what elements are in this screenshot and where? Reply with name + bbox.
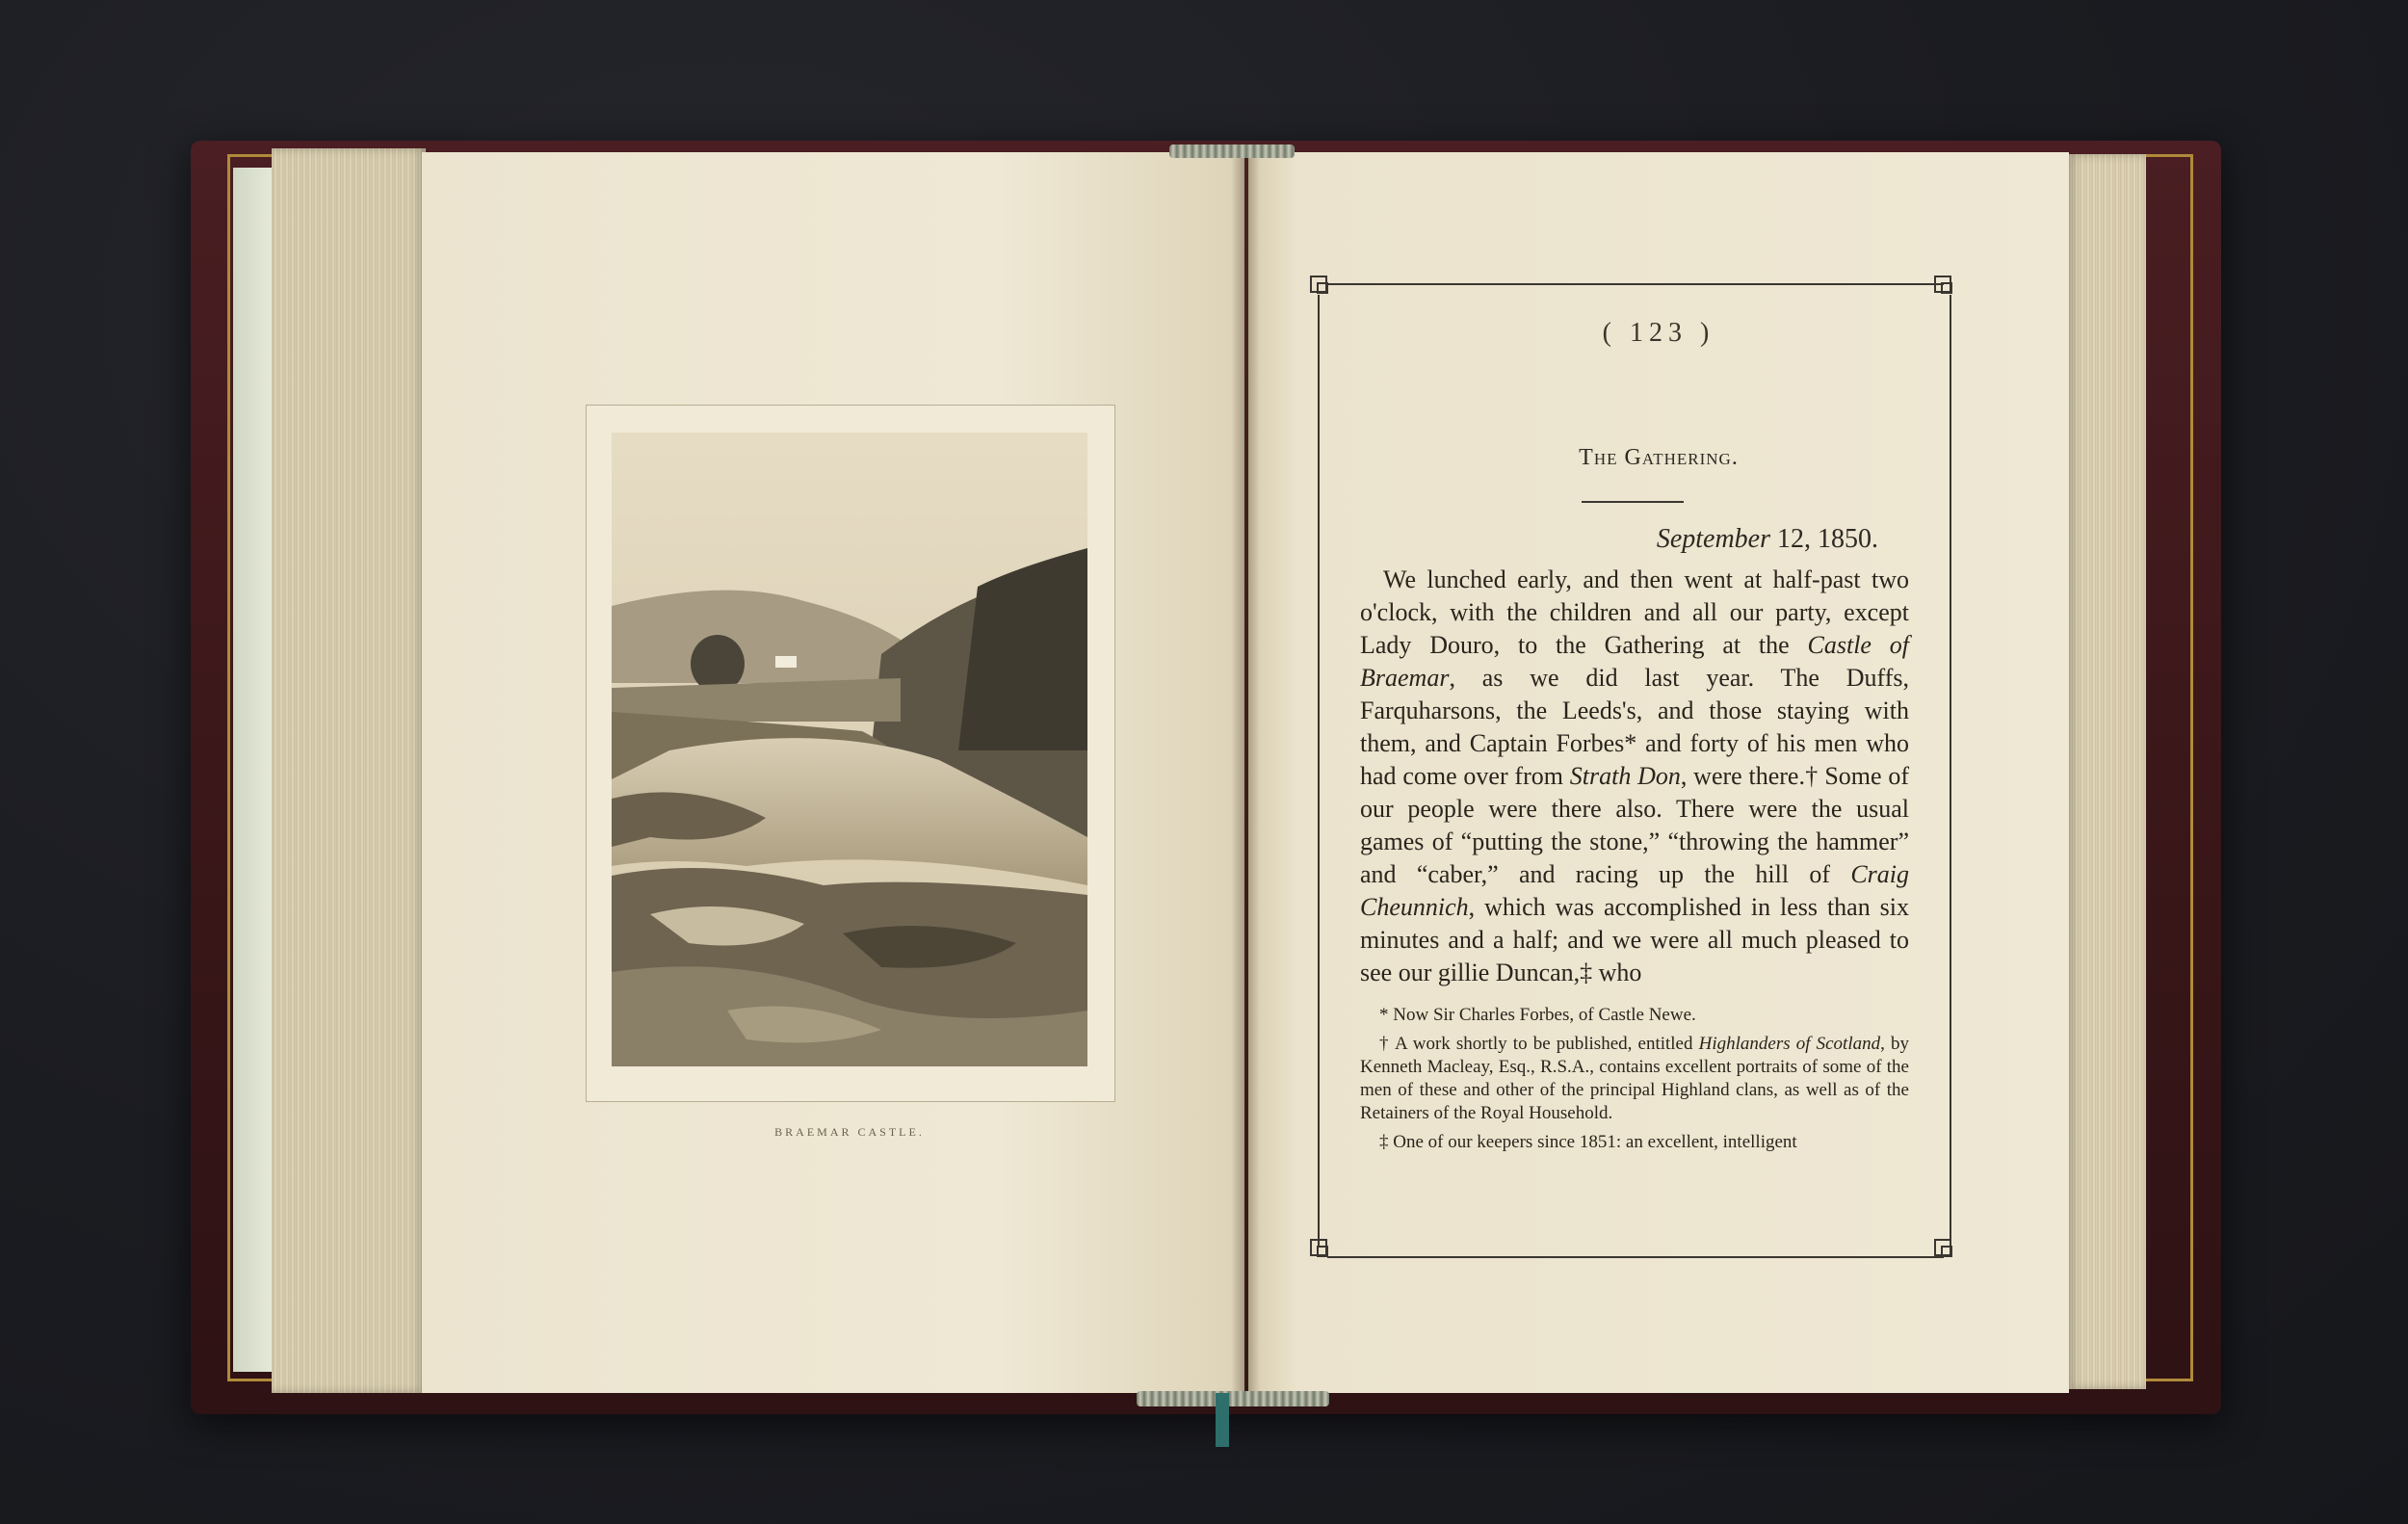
bookmark-ribbon <box>1216 1393 1229 1447</box>
photo-caption: BRAEMAR CASTLE. <box>774 1125 925 1139</box>
gilt-border-right <box>2142 154 2193 1381</box>
body-run: , as we did last year. The Duffs, Farquharsons, the Leeds's, and those staying with them, and Captain Forbes* and forty of his men who had come over from <box>1360 664 1909 790</box>
body-run: , were there.† Some of our people were there also. There were the usual games of “putting the stone,” “throwing the hammer” and “caber,” and racing up the hill of <box>1360 762 1909 888</box>
headband-top <box>1169 145 1295 158</box>
frame-bottom-line <box>1327 1256 1944 1258</box>
page-number: ( 123 ) <box>1602 318 1715 348</box>
frame-corner-top-left <box>1310 276 1327 293</box>
body-paragraph <box>1360 564 1909 989</box>
page-edges-right <box>2067 154 2146 1389</box>
headband-bottom <box>1137 1391 1329 1406</box>
chapter-title: The Gathering. <box>1579 445 1739 470</box>
frame-right-line <box>1950 295 1951 1247</box>
endpaper-flap <box>233 168 272 1372</box>
date-day-year: 12, 1850. <box>1770 524 1878 554</box>
place-name: Strath Don <box>1569 762 1681 790</box>
title-rule <box>1582 501 1684 503</box>
book-title: Highlanders of Scotland <box>1698 1034 1881 1054</box>
frame-corner-bottom-right <box>1934 1239 1951 1256</box>
body-run: , which was accomplished in less than six minutes and a half; and we were all much pleased to see our gillie Duncan,‡ who <box>1360 893 1909 986</box>
river-landscape-image <box>612 433 1087 1066</box>
place-name: Castle of Braemar <box>1360 631 1909 692</box>
footnote-1: * Now Sir Charles Forbes, of Castle Newe. <box>1379 1005 1696 1025</box>
photo-mount <box>586 405 1115 1102</box>
body-text <box>1360 564 1909 989</box>
footnote-run: † A work shortly to be published, entitled <box>1379 1034 1699 1054</box>
footnote-2 <box>1360 1033 1909 1125</box>
frame-top-line <box>1327 283 1944 285</box>
footnote-3: ‡ One of our keepers since 1851: an excellent, intelligent <box>1379 1132 1797 1152</box>
frame-corner-bottom-left <box>1310 1239 1327 1256</box>
place-name: Craig Cheunnich <box>1360 860 1909 921</box>
frame-corner-top-right <box>1934 276 1951 293</box>
landscape-photograph <box>612 433 1087 1066</box>
footnote-run: , by Kenneth Macleay, Esq., R.S.A., contains excellent portraits of some of the men of these and other of the principal Highland clans, as well as of the Retainers of the Royal Household. <box>1360 1034 1909 1123</box>
frame-left-line <box>1318 295 1320 1247</box>
footnotes <box>1360 1004 1909 1160</box>
page-edges-left <box>272 148 426 1393</box>
body-run: We lunched early, and then went at half-past two o'clock, with the children and all our party, except Lady Douro, to the Gathering at the <box>1360 565 1909 659</box>
date-month: September <box>1656 524 1770 554</box>
dateline <box>1360 524 1878 555</box>
